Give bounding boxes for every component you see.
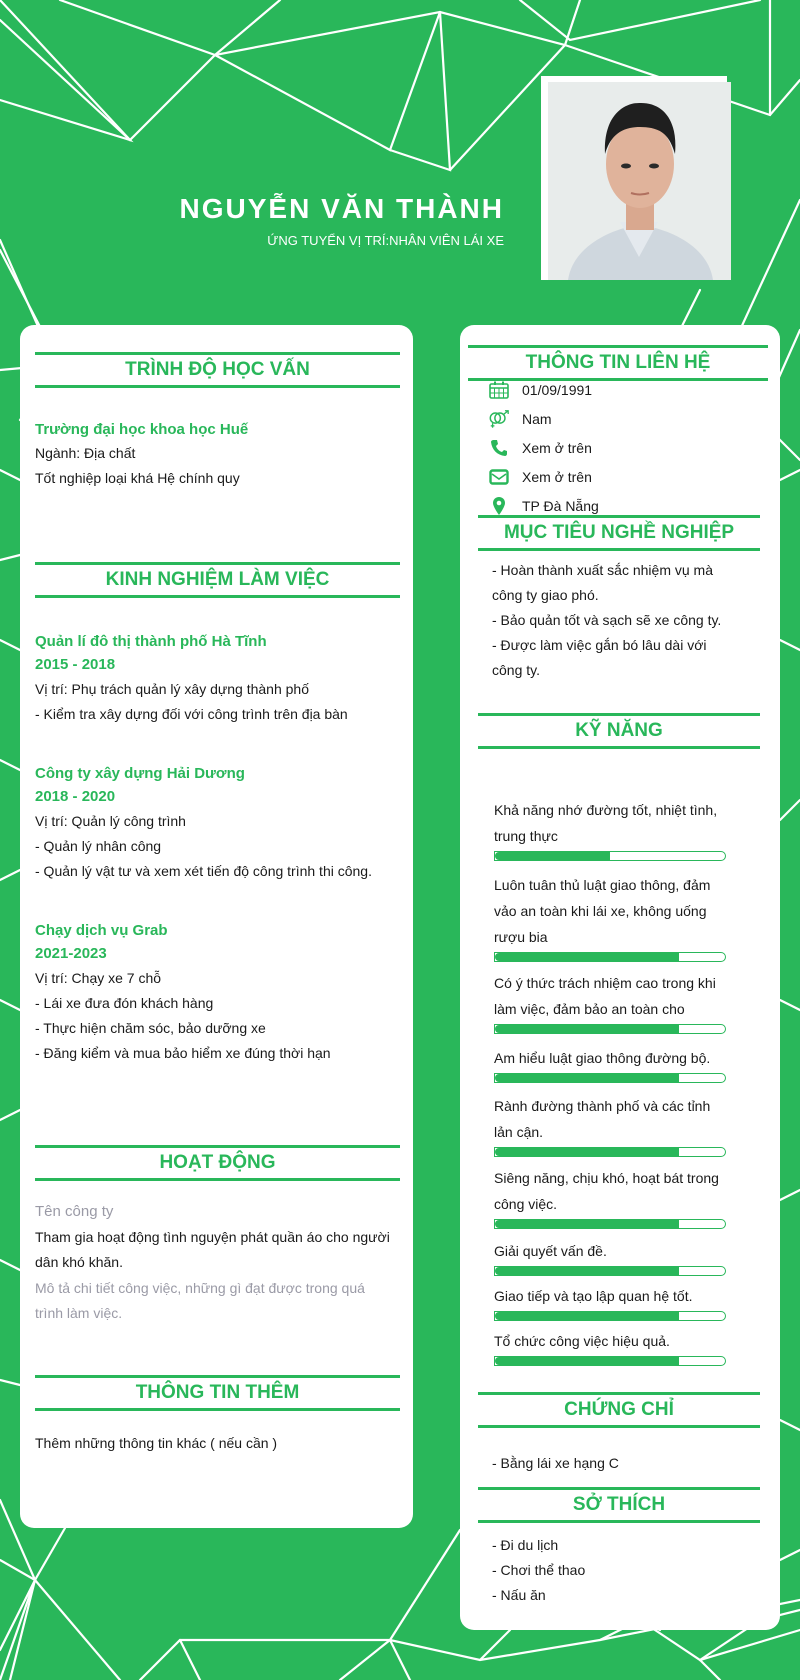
- education-school: Trường đại học khoa học Huế: [35, 421, 249, 438]
- hobby-item: - Nấu ăn: [492, 1587, 546, 1603]
- job-period: 2018 - 2020: [35, 788, 116, 805]
- skill-item: [494, 1045, 734, 1083]
- section-title-education: TRÌNH ĐỘ HỌC VẤN: [35, 352, 400, 388]
- calendar-icon: [488, 379, 510, 401]
- email-icon: [488, 466, 510, 488]
- applied-position: ỨNG TUYỂN VỊ TRÍ:NHÂN VIÊN LÁI XE: [267, 233, 504, 248]
- extra-info-text: Thêm những thông tin khác ( nếu cần ): [35, 1435, 278, 1451]
- section-title-skills: KỸ NĂNG: [478, 713, 760, 749]
- phone-icon: [488, 437, 510, 459]
- skill-progress-bar: [494, 952, 726, 962]
- contact-value: TP Đà Nẵng: [522, 498, 599, 514]
- objective-line: công ty giao phó.: [492, 587, 599, 603]
- contact-birthday: [488, 378, 592, 402]
- skill-label: Luôn tuân thủ luật giao thông, đảm: [494, 877, 711, 893]
- section-title-experience: KINH NGHIỆM LÀM VIỆC: [35, 562, 400, 598]
- skill-label: làm việc, đảm bảo an toàn cho: [494, 1001, 685, 1017]
- education-line: Tốt nghiệp loại khá Hệ chính quy: [35, 470, 240, 486]
- education-line: Ngành: Địa chất: [35, 445, 136, 461]
- hobby-item: - Đi du lịch: [492, 1537, 559, 1553]
- right-column-card: [460, 325, 780, 1630]
- objective-line: - Hoàn thành xuất sắc nhiệm vụ mà: [492, 562, 714, 578]
- job-period: 2021-2023: [35, 945, 107, 962]
- skill-label: Tổ chức công việc hiệu quả.: [494, 1333, 670, 1349]
- skill-label: vảo an toàn khi lái xe, không uống: [494, 903, 707, 919]
- section-title-activities: HOẠT ĐỘNG: [35, 1145, 400, 1181]
- skill-item: [494, 970, 734, 1034]
- job-company: Quản lí đô thị thành phố Hà Tĩnh: [35, 633, 267, 650]
- skill-label: Có ý thức trách nhiệm cao trong khi: [494, 975, 716, 991]
- skill-progress-fill: [495, 1074, 679, 1082]
- skill-progress-bar: [494, 1311, 726, 1321]
- skill-item: [494, 797, 734, 861]
- skill-progress-fill: [495, 1148, 679, 1156]
- job-period: 2015 - 2018: [35, 656, 116, 673]
- skill-progress-bar: [494, 1147, 726, 1157]
- skill-progress-bar: [494, 1024, 726, 1034]
- contact-value: 01/09/1991: [522, 382, 593, 398]
- activity-line: dân khó khăn.: [35, 1254, 123, 1270]
- skill-item: [494, 1238, 734, 1276]
- skill-progress-bar: [494, 1356, 726, 1366]
- job-line: - Quản lý nhân công: [35, 838, 162, 854]
- skill-progress-fill: [495, 953, 679, 961]
- contact-value: Xem ở trên: [522, 440, 592, 456]
- section-title-hobbies: SỞ THÍCH: [478, 1487, 760, 1523]
- skill-label: Siêng năng, chịu khó, hoạt bát trong: [494, 1170, 719, 1186]
- job-line: Vị trí: Phụ trách quản lý xây dựng thành phố: [35, 681, 309, 697]
- job-company: Chạy dịch vụ Grab: [35, 922, 168, 939]
- skill-progress-fill: [495, 1312, 679, 1320]
- job-line: - Lái xe đưa đón khách hàng: [35, 995, 214, 1011]
- objective-line: - Được làm việc gắn bó lâu dài với: [492, 637, 707, 653]
- activity-company-placeholder: Tên công ty: [35, 1203, 114, 1220]
- job-line: Vị trí: Quản lý công trình: [35, 813, 186, 829]
- job-line: - Quản lý vật tư và xem xét tiến độ công trình thi công.: [35, 863, 372, 879]
- objective-line: công ty.: [492, 662, 540, 678]
- skill-item: [494, 1328, 734, 1366]
- job-line: - Kiểm tra xây dựng đối với công trình trên địa bàn: [35, 706, 348, 722]
- skill-progress-fill: [495, 1220, 679, 1228]
- activity-line: Tham gia hoạt động tình nguyện phát quần áo cho người: [35, 1229, 390, 1245]
- section-title-certificates: CHỨNG CHỈ: [478, 1392, 760, 1428]
- skill-label: Khả năng nhớ đường tốt, nhiệt tình,: [494, 802, 718, 818]
- contact-phone: [488, 436, 592, 460]
- section-title-extra: THÔNG TIN THÊM: [35, 1375, 400, 1411]
- skill-item: [494, 1283, 734, 1321]
- candidate-name: NGUYỄN VĂN THÀNH: [179, 193, 504, 224]
- contact-gender: [488, 407, 552, 431]
- contact-value: Xem ở trên: [522, 469, 592, 485]
- skill-label: Giải quyết vấn đề.: [494, 1243, 607, 1259]
- location-icon: [488, 495, 510, 517]
- gender-icon: [488, 408, 510, 430]
- job-line: Vị trí: Chạy xe 7 chỗ: [35, 970, 162, 986]
- profile-photo: [548, 82, 731, 280]
- skill-progress-bar: [494, 1073, 726, 1083]
- contact-value: Nam: [522, 411, 552, 427]
- skill-item: [494, 1165, 734, 1229]
- skill-label: Am hiểu luật giao thông đường bộ.: [494, 1050, 711, 1066]
- skill-progress-bar: [494, 851, 726, 861]
- skill-progress-bar: [494, 1219, 726, 1229]
- skill-label: trung thực: [494, 828, 558, 844]
- hobby-item: - Chơi thể thao: [492, 1562, 586, 1578]
- skill-label: lản cận.: [494, 1124, 544, 1140]
- skill-item: [494, 872, 734, 962]
- skill-progress-bar: [494, 1266, 726, 1276]
- skill-label: Rành đường thành phố và các tỉnh: [494, 1098, 711, 1114]
- skill-label: Giao tiếp và tạo lập quan hệ tốt.: [494, 1288, 693, 1304]
- job-line: - Đăng kiểm và mua bảo hiểm xe đúng thời hạn: [35, 1045, 331, 1061]
- activity-desc-placeholder: trình làm việc.: [35, 1305, 123, 1321]
- skill-progress-fill: [495, 1357, 679, 1365]
- skill-progress-fill: [495, 1267, 679, 1275]
- section-title-contact: THÔNG TIN LIÊN HỆ: [468, 345, 768, 381]
- section-title-objective: MỤC TIÊU NGHỀ NGHIỆP: [478, 515, 760, 551]
- job-company: Công ty xây dựng Hải Dương: [35, 765, 245, 782]
- skill-progress-fill: [495, 852, 610, 860]
- job-line: - Thực hiện chăm sóc, bảo dưỡng xe: [35, 1020, 266, 1036]
- certificate-item: - Bằng lái xe hạng C: [492, 1455, 619, 1471]
- objective-line: - Bảo quản tốt và sạch sẽ xe công ty.: [492, 612, 722, 628]
- contact-email: [488, 465, 592, 489]
- skill-label: công việc.: [494, 1196, 558, 1212]
- skill-progress-fill: [495, 1025, 679, 1033]
- skill-item: [494, 1093, 734, 1157]
- left-column-card: [20, 325, 413, 1528]
- skill-label: rượu bia: [494, 929, 548, 945]
- activity-desc-placeholder: Mô tả chi tiết công việc, những gì đạt được trong quá: [35, 1280, 365, 1296]
